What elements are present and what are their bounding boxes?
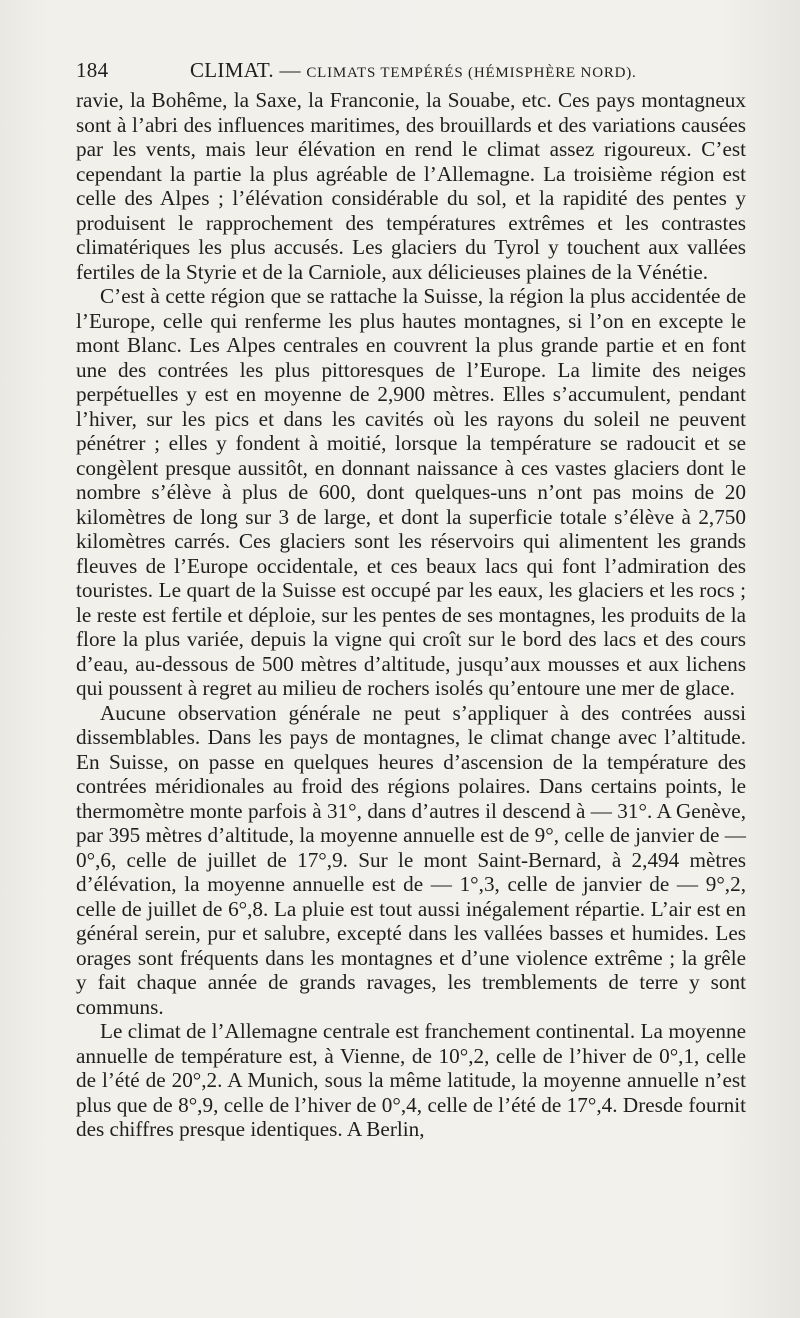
running-title	[190, 54, 637, 89]
running-header	[76, 54, 746, 86]
paragraph-allemagne-centrale: Le climat de l’Allemagne centrale est franchement continental. La moyenne annuelle de température est, à Vienne, de 10°,2, celle de l’hiver de 0°,1, celle de l’été de 20°,2. A Munich, sous la même latitude, la moyenne annuelle n’est plus que de 8°,9, celle de l’hiver de 0°,4, celle de l’été de 17°,4. Dresde fournit des chiffres presque identiques. A Berlin,	[76, 1019, 746, 1141]
paragraph-observation: Aucune observation générale ne peut s’appliquer à des contrées aussi dissemblables. Dans les pays de montagnes, le climat change avec l’altitude. En Suisse, on passe en quelques heures d’ascension de la température des contrées méridionales au froid des régions polaires. Dans certains points, le thermomètre monte parfois à 31°, dans d’autres il descend à — 31°. A Genève, par 395 mètres d’altitude, la moyenne annuelle est de 9°, celle de janvier de — 0°,6, celle de juillet de 17°,9. Sur le mont Saint-Bernard, à 2,494 mètres d’élévation, la moyenne annuelle est de — 1°,3, celle de janvier de — 9°,2, celle de juillet de 6°,8. La pluie est tout aussi inégalement répartie. L’air est en général serein, pur et salubre, excepté dans les vallées basses et humides. Les orages sont fréquents dans les montagnes et d’une violence extrême ; la grêle y fait chaque année de grands ravages, les tremblements de terre y sont communs.	[76, 700, 746, 1019]
page-number: 184	[76, 58, 109, 82]
paragraph-suisse: C’est à cette région que se rattache la Suisse, la région la plus accidentée de l’Europe, celle qui renferme les plus hautes montagnes, si l’on en excepte le mont Blanc. Les Alpes centrales en couvrent la plus grande partie et en font une des contrées les plus pittoresques de l’Europe. La limite des neiges perpétuelles y est en moyenne de 2,900 mètres. Elles s’accumulent, pendant l’hiver, sur les pics et dans les cavités où les rayons du soleil ne peuvent pénétrer ; elles y fondent à moitié, lorsque la température se radoucit et se congèlent presque aussitôt, en donnant naissance à ces vastes glaciers dont le nombre s’élève à plus de 600, dont quelques-uns n’ont pas moins de 20 kilomètres de long sur 3 de large, et dont la superficie totale s’élève à 2,750 kilomètres carrés. Ces glaciers sont les réservoirs qui alimentent les grands fleuves de l’Europe occidentale, et ces beaux lacs qui font l’admiration des touristes. Le quart de la Suisse est occupé par les eaux, les glaciers et les rocs ; le reste est fertile et déploie, sur les pentes de ses montagnes, les produits de la flore la plus variée, depuis la vigne qui croît sur le bord des lacs et des cours d’eau, au-dessous de 500 mètres d’altitude, jusqu’aux mousses et aux lichens qui poussent à regret au milieu de rochers isolés qu’entoure une mer de glace.	[76, 284, 746, 700]
body-text	[76, 88, 746, 1142]
running-title-subtitle: CLIMATS TEMPÉRÉS (HÉMISPHÈRE NORD).	[306, 65, 637, 81]
running-title-main: CLIMAT. —	[190, 58, 307, 82]
paragraph-continuation: ravie, la Bohême, la Saxe, la Franconie, la Souabe, etc. Ces pays montagneux sont à l’abri des influences maritimes, des brouillards et des variations causées par les vents, mais leur élévation en rend le climat assez rigoureux. C’est cependant la partie la plus agréable de l’Allemagne. La troisième région est celle des Alpes ; l’élévation considérable du sol, et la rapidité des pentes y produisent le rapprochement des températures extrêmes et les contrastes climatériques les plus accusés. Les glaciers du Tyrol y touchent aux vallées fertiles de la Styrie et de la Carniole, aux délicieuses plaines de la Vénétie.	[76, 88, 746, 284]
